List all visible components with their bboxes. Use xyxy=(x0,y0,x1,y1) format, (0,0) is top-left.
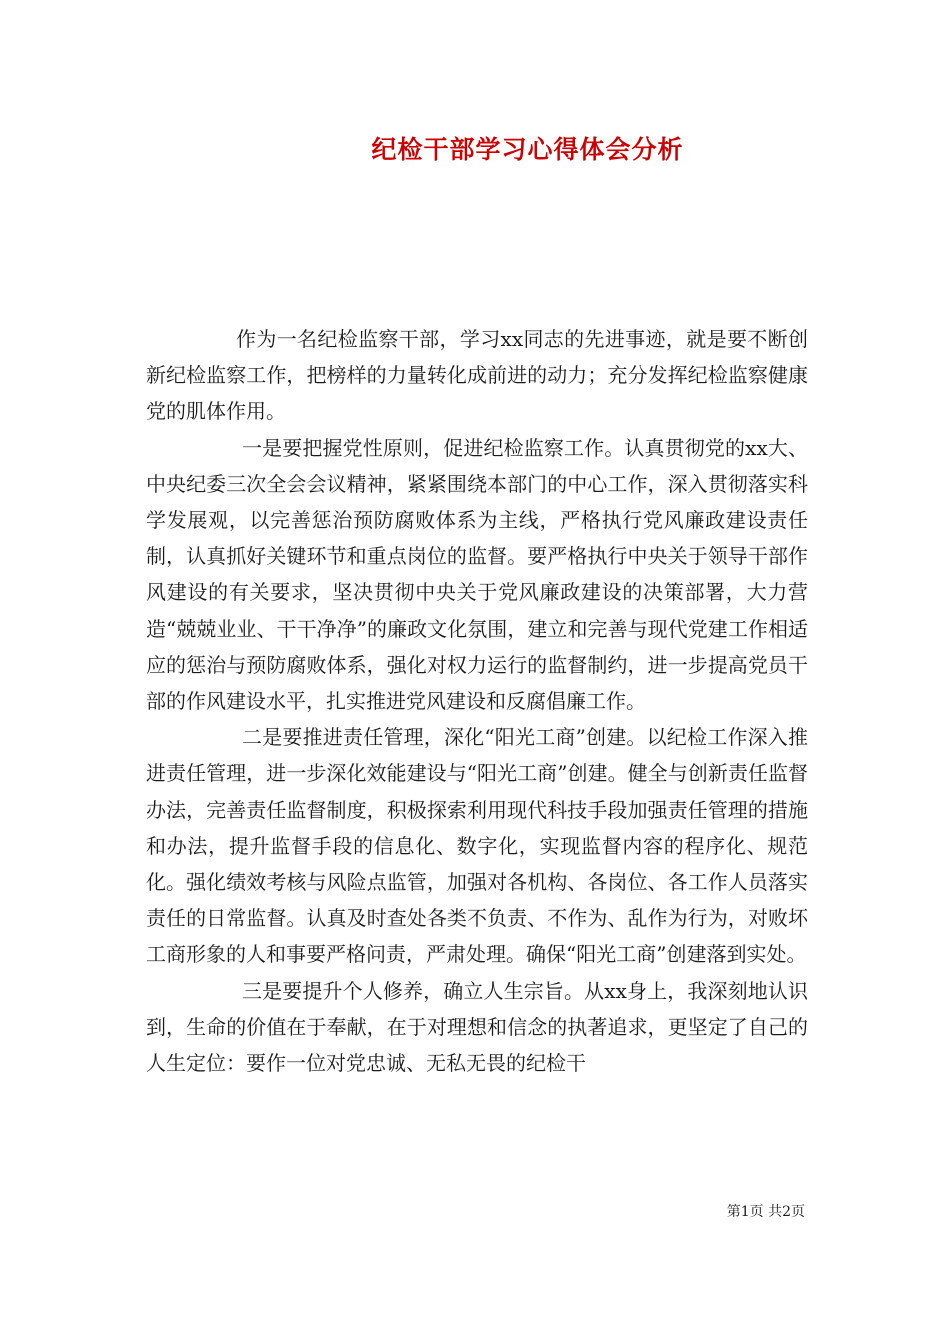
paragraph-point-three: 三是要提升个人修养，确立人生宗旨。从xx身上，我深刻地认识到，生命的价值在于奉献，在于对理想和信念的执著追求，更坚定了自己的人生定位：要作一位对党忠诚、无私无畏的纪检干 xyxy=(146,978,808,1076)
document-title: 纪检干部学习心得体会分析 xyxy=(371,135,684,164)
paragraph-intro: 作为一名纪检监察干部，学习xx同志的先进事迹，就是要不断创新纪检监察工作，把榜样的力量转化成前进的动力；充分发挥纪检监察健康党的肌体作用。 xyxy=(146,327,808,424)
paragraph-point-two: 二是要推进责任管理，深化“阳光工商”创建。以纪检工作深入推进责任管理，进一步深化效能建设与“阳光工商”创建。健全与创新责任监督办法，完善责任监督制度，积极探索利用现代科技手段加强责任管理的措施和办法，提升监督手段的信息化、数字化，实现监督内容的程序化、规范化。强化绩效考核与风险点监管，加强对各机构、各岗位、各工作人员落实责任的日常监督。认真及时查处各类不负责、不作为、乱作为行为，对败坏工商形象的人和事要严格问责，严肃处理。确保“阳光工商”创建落到实处。 xyxy=(146,725,808,967)
document-body xyxy=(146,321,808,1081)
page-number: 第1页 共2页 xyxy=(726,1204,805,1220)
paragraph-point-one: 一是要把握党性原则，促进纪检监察工作。认真贯彻党的xx大、中央纪委三次全会会议精神，紧紧围绕本部门的中心工作，深入贯彻落实科学发展观，以完善惩治预防腐败体系为主线，严格执行党风廉政建设责任制，认真抓好关键环节和重点岗位的监督。要严格执行中央关于领导干部作风建设的有关要求，坚决贯彻中央关于党风廉政建设的决策部署，大力营造“兢兢业业、干干净净”的廉政文化氛围，建立和完善与现代党建工作相适应的惩治与预防腐败体系，强化对权力运行的监督制约，进一步提高党员干部的作风建设水平，扎实推进党风建设和反腐倡廉工作。 xyxy=(146,435,808,714)
